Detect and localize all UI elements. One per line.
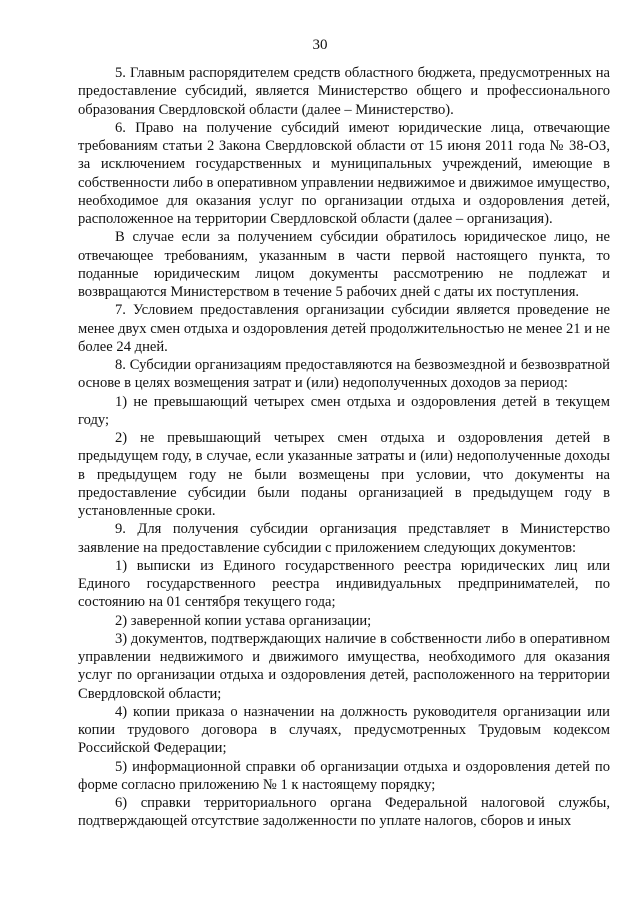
page-number: 30 bbox=[312, 37, 328, 53]
document-body bbox=[78, 64, 610, 831]
paragraph-7-condition: 7. Условием предоставления организации субсидии является проведение не менее двух смен отдыха и оздоровления детей продолжительностью не менее 21 и не более 24 дней. bbox=[78, 302, 610, 355]
paragraph-9-item-4: 4) копии приказа о назначении на должность руководителя организации или копии трудового договора в случаях, предусмотренных Трудовым кодексом Российской Федерации; bbox=[78, 703, 610, 757]
paragraph-8-item-2: 2) не превышающий четырех смен отдыха и оздоровления детей в предыдущем году, в случае, если указанные затраты и (или) недополученные доходы в предыдущем году не были возмещены при условии, что документы на предоставление субсидии были поданы организацией в предыдущем году в установленные сроки. bbox=[78, 430, 610, 519]
paragraph-8-item-1: 1) не превышающий четырех смен отдыха и оздоровления детей в текущем году; bbox=[78, 393, 610, 428]
paragraph-9-item-1: 1) выписки из Единого государственного реестра юридических лиц или Единого государственного реестра индивидуальных предпринимателей, по состоянию на 01 сентября текущего года; bbox=[78, 557, 610, 611]
paragraph-8-subsidy-basis: 8. Субсидии организациям предоставляются на безвозмездной и безвозвратной основе в целях возмещения затрат и (или) недополученных доходов за период: bbox=[78, 357, 610, 392]
paragraph-6-rejection: В случае если за получением субсидии обратилось юридическое лицо, не отвечающее требованиям, указанным в части первой настоящего пункта, то поданные юридическим лицом документы рассмотрению не подлежат и возвращаются Министерством в течение 5 рабочих дней с даты их поступления. bbox=[78, 229, 610, 300]
paragraph-5-chief-administrator: 5. Главным распорядителем средств областного бюджета, предусмотренных на предоставление субсидий, является Министерство общего и профессионального образования Свердловской области (далее – Министерство). bbox=[78, 65, 610, 118]
paragraph-9-application: 9. Для получения субсидии организация представляет в Министерство заявление на предоставление субсидии с приложением следующих документов: bbox=[78, 521, 610, 556]
paragraph-9-item-5: 5) информационной справки об организации отдыха и оздоровления детей по форме согласно приложению № 1 к настоящему порядку; bbox=[78, 758, 610, 793]
paragraph-6-eligibility: 6. Право на получение субсидий имеют юридические лица, отвечающие требованиям статьи 2 Закона Свердловской области от 15 июня 2011 года № 38-ОЗ, за исключением государственных и муниципальных учреждений, имеющие в собственности либо в оперативном управлении недвижимое и движимое имущество, необходимое для оказания услуг по организации отдыха и оздоровления детей, расположенное на территории Свердловской области (далее – организация). bbox=[78, 119, 610, 227]
paragraph-9-item-3: 3) документов, подтверждающих наличие в собственности либо в оперативном управлении недвижимого и движимого имущества, необходимого для оказания услуг по организации отдыха и оздоровления детей, расположенного на территории Свердловской области; bbox=[78, 630, 610, 702]
paragraph-9-item-2: 2) заверенной копии устава организации; bbox=[115, 612, 372, 629]
paragraph-9-item-6: 6) справки территориального органа Федеральной налоговой службы, подтверждающей отсутствие задолженности по уплате налогов, сборов и иных bbox=[78, 795, 610, 830]
